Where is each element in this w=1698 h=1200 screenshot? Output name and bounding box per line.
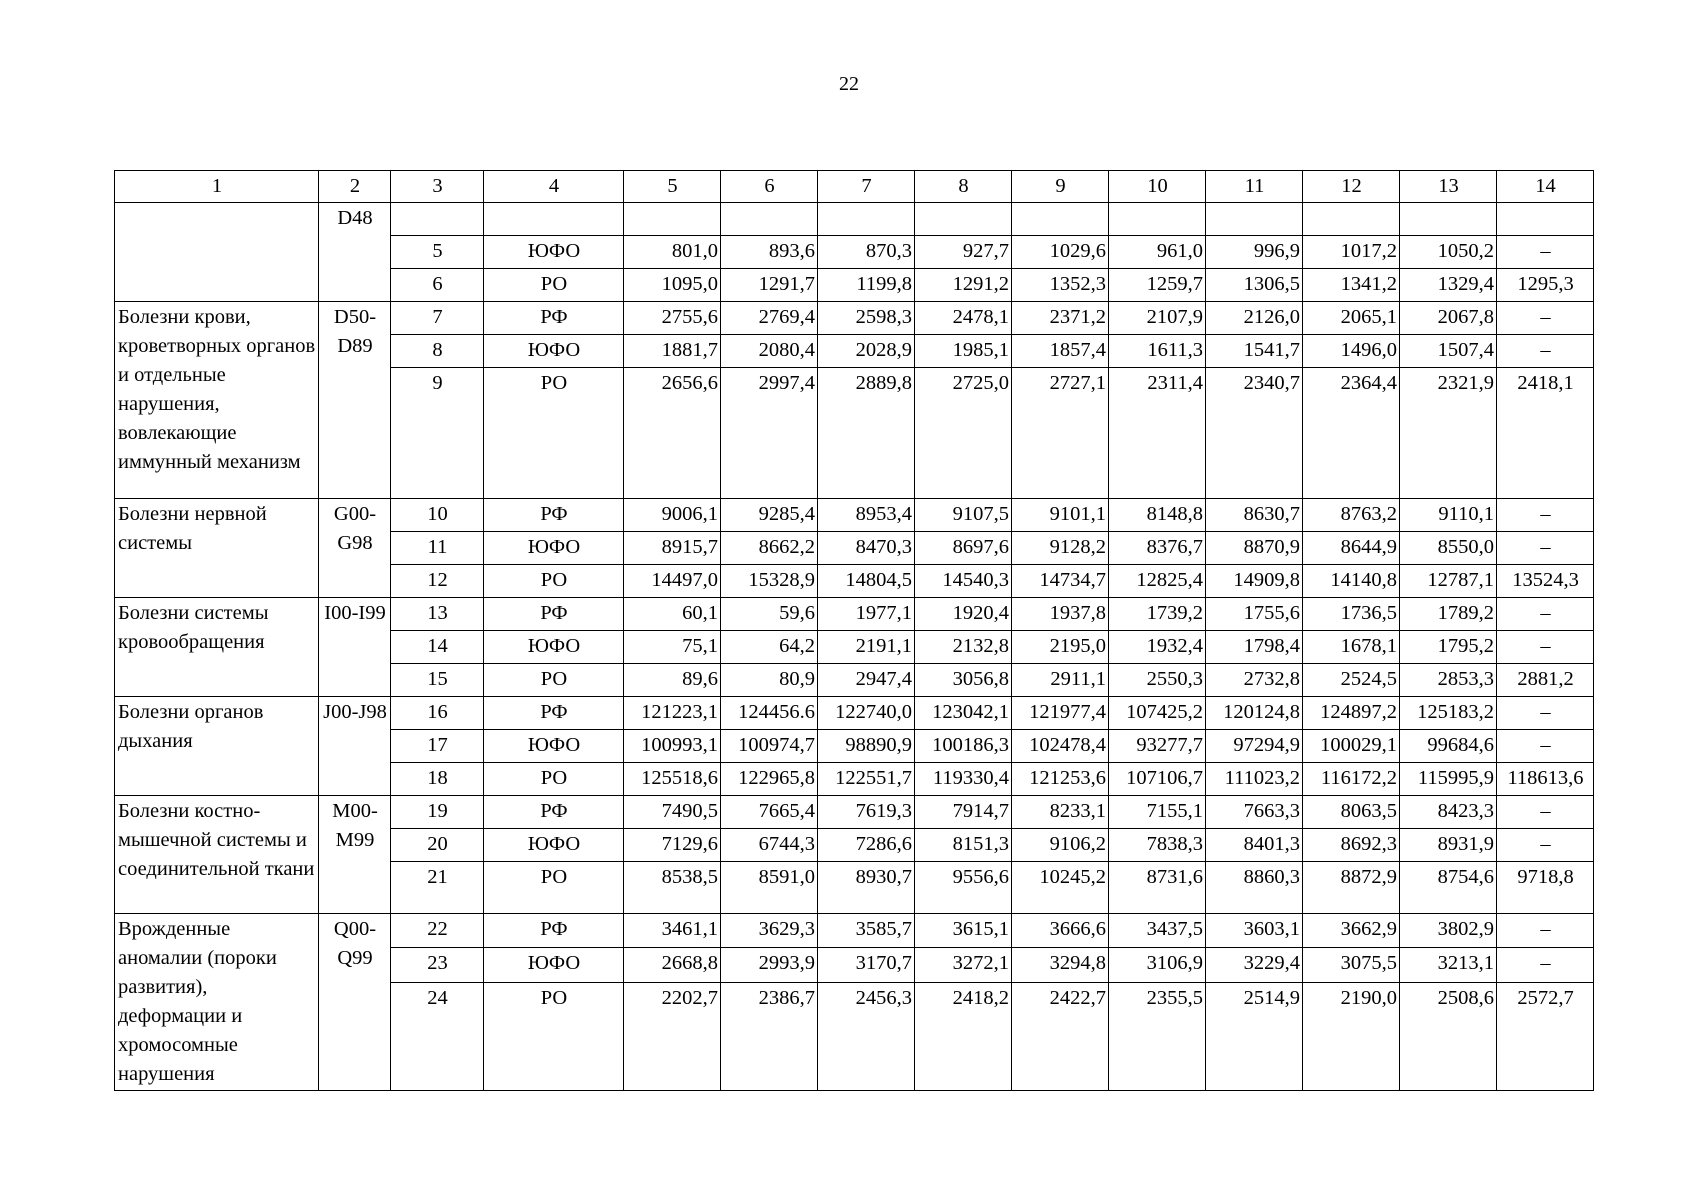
value-cell: 1977,1 [818,598,915,631]
region: РО [484,368,624,499]
region: ЮФО [484,236,624,269]
disease-group-name: Болезни крови, кроветворных органов и отдельные нарушения, вовлекающие иммунный механизм [115,302,319,499]
value-cell: 93277,7 [1109,730,1206,763]
row-number: 18 [391,763,484,796]
region: РФ [484,697,624,730]
disease-group-name: Болезни нервной системы [115,499,319,598]
disease-group-name: Болезни системы кровообращения [115,598,319,697]
value-cell: 2371,2 [1012,302,1109,335]
value-cell: 1291,2 [915,269,1012,302]
value-cell: 1541,7 [1206,335,1303,368]
value-cell: 1789,2 [1400,598,1497,631]
row-number: 22 [391,914,484,948]
value-cell: 893,6 [721,236,818,269]
value-cell: 2067,8 [1400,302,1497,335]
region: ЮФО [484,532,624,565]
value-cell: 3461,1 [624,914,721,948]
value-cell: 8662,2 [721,532,818,565]
value-cell: 12787,1 [1400,565,1497,598]
value-cell: 1029,6 [1012,236,1109,269]
value-cell: 8550,0 [1400,532,1497,565]
value-cell: 8915,7 [624,532,721,565]
disease-group-name: Врожденные аномалии (пороки развития), деформации и хромосомные нарушения [115,914,319,1091]
value-cell: 9285,4 [721,499,818,532]
value-cell: 8630,7 [1206,499,1303,532]
value-cell: 1507,4 [1400,335,1497,368]
value-cell: 111023,2 [1206,763,1303,796]
page-number: 22 [839,73,859,95]
value-cell: 13524,3 [1497,565,1594,598]
value-cell: 1985,1 [915,335,1012,368]
value-cell: 2340,7 [1206,368,1303,499]
value-cell: 2732,8 [1206,664,1303,697]
column-header: 2 [319,171,391,203]
row-number: 14 [391,631,484,664]
value-cell: 1795,2 [1400,631,1497,664]
table-row [115,697,1594,730]
row-number: 20 [391,829,484,862]
value-cell: 9106,2 [1012,829,1109,862]
value-cell: 801,0 [624,236,721,269]
row-number [391,203,484,236]
value-cell: 1739,2 [1109,598,1206,631]
value-cell: 123042,1 [915,697,1012,730]
value-cell: 6744,3 [721,829,818,862]
value-cell: 2126,0 [1206,302,1303,335]
value-cell: 8538,5 [624,862,721,914]
value-cell: 75,1 [624,631,721,664]
value-cell: 9006,1 [624,499,721,532]
value-cell: 8763,2 [1303,499,1400,532]
value-cell: 2911,1 [1012,664,1109,697]
value-cell: 8860,3 [1206,862,1303,914]
column-header: 9 [1012,171,1109,203]
value-cell: 8930,7 [818,862,915,914]
value-cell: 7286,6 [818,829,915,862]
value-cell: – [1497,796,1594,829]
value-cell: 2881,2 [1497,664,1594,697]
value-cell: 8754,6 [1400,862,1497,914]
value-cell: 125183,2 [1400,697,1497,730]
column-header: 3 [391,171,484,203]
value-cell: – [1497,598,1594,631]
value-cell: 2418,1 [1497,368,1594,499]
row-number: 15 [391,664,484,697]
value-cell: 8731,6 [1109,862,1206,914]
value-cell: 2769,4 [721,302,818,335]
value-cell: 2191,1 [818,631,915,664]
row-number: 19 [391,796,484,829]
row-number: 21 [391,862,484,914]
value-cell: 3603,1 [1206,914,1303,948]
column-header: 13 [1400,171,1497,203]
disease-group-name: Болезни органов дыхания [115,697,319,796]
row-number: 24 [391,982,484,1090]
value-cell: 1881,7 [624,335,721,368]
value-cell: 2656,6 [624,368,721,499]
value-cell: 1341,2 [1303,269,1400,302]
value-cell: 3437,5 [1109,914,1206,948]
value-cell: 98890,9 [818,730,915,763]
value-cell: 125518,6 [624,763,721,796]
region: ЮФО [484,335,624,368]
value-cell: 927,7 [915,236,1012,269]
value-cell: 1678,1 [1303,631,1400,664]
table-row [115,203,1594,236]
value-cell: 9107,5 [915,499,1012,532]
value-cell: 3056,8 [915,664,1012,697]
value-cell: – [1497,730,1594,763]
disease-group-name: Болезни костно-мышечной системы и соединительной ткани [115,796,319,914]
value-cell: 2107,9 [1109,302,1206,335]
value-cell: 3662,9 [1303,914,1400,948]
row-number: 6 [391,269,484,302]
table-row [115,302,1594,335]
value-cell: – [1497,697,1594,730]
value-cell: 2202,7 [624,982,721,1090]
value-cell: 3629,3 [721,914,818,948]
row-number: 16 [391,697,484,730]
value-cell: 996,9 [1206,236,1303,269]
value-cell: – [1497,532,1594,565]
icd-code: I00-I99 [319,598,391,697]
value-cell: 99684,6 [1400,730,1497,763]
value-cell: 121977,4 [1012,697,1109,730]
value-cell: 2997,4 [721,368,818,499]
value-cell: 1017,2 [1303,236,1400,269]
value-cell: 8063,5 [1303,796,1400,829]
value-cell: 2572,7 [1497,982,1594,1090]
value-cell: 3229,4 [1206,948,1303,982]
value-cell: 80,9 [721,664,818,697]
row-number: 10 [391,499,484,532]
value-cell: 100974,7 [721,730,818,763]
value-cell: 961,0 [1109,236,1206,269]
region: ЮФО [484,631,624,664]
value-cell: 8470,3 [818,532,915,565]
value-cell: 1611,3 [1109,335,1206,368]
value-cell: 14734,7 [1012,565,1109,598]
value-cell: 60,1 [624,598,721,631]
value-cell: 3615,1 [915,914,1012,948]
icd-code: G00-G98 [319,499,391,598]
value-cell: 2508,6 [1400,982,1497,1090]
value-cell [1303,203,1400,236]
column-header: 8 [915,171,1012,203]
region: РО [484,862,624,914]
value-cell: 107425,2 [1109,697,1206,730]
value-cell: – [1497,829,1594,862]
value-cell: 1306,5 [1206,269,1303,302]
value-cell: 100993,1 [624,730,721,763]
value-cell: 8148,8 [1109,499,1206,532]
region: РО [484,664,624,697]
value-cell: 119330,4 [915,763,1012,796]
value-cell: – [1497,302,1594,335]
value-cell: 14804,5 [818,565,915,598]
value-cell: 1329,4 [1400,269,1497,302]
value-cell: 124897,2 [1303,697,1400,730]
value-cell: 8591,0 [721,862,818,914]
region: РФ [484,302,624,335]
value-cell: 2311,4 [1109,368,1206,499]
value-cell: 1291,7 [721,269,818,302]
value-cell: 102478,4 [1012,730,1109,763]
value-cell: 8953,4 [818,499,915,532]
value-cell: – [1497,236,1594,269]
value-cell: 2889,8 [818,368,915,499]
value-cell: 8931,9 [1400,829,1497,862]
value-cell: 1095,0 [624,269,721,302]
value-cell: 7914,7 [915,796,1012,829]
value-cell: 14497,0 [624,565,721,598]
row-number: 11 [391,532,484,565]
value-cell: 9110,1 [1400,499,1497,532]
value-cell: 2550,3 [1109,664,1206,697]
column-header: 4 [484,171,624,203]
region: РФ [484,914,624,948]
value-cell: 7129,6 [624,829,721,862]
icd-code: M00-M99 [319,796,391,914]
value-cell: 2993,9 [721,948,818,982]
value-cell: 2418,2 [915,982,1012,1090]
statistics-table [114,170,1594,1091]
value-cell: 1199,8 [818,269,915,302]
value-cell: 89,6 [624,664,721,697]
column-header: 7 [818,171,915,203]
value-cell [1497,203,1594,236]
icd-code: Q00-Q99 [319,914,391,1091]
value-cell: 124456.6 [721,697,818,730]
value-cell: 2190,0 [1303,982,1400,1090]
value-cell: 1920,4 [915,598,1012,631]
value-cell: 9128,2 [1012,532,1109,565]
value-cell: 2132,8 [915,631,1012,664]
value-cell: 2422,7 [1012,982,1109,1090]
column-header: 14 [1497,171,1594,203]
region: РФ [484,598,624,631]
region: РО [484,269,624,302]
value-cell: 121223,1 [624,697,721,730]
value-cell [818,203,915,236]
value-cell: 100029,1 [1303,730,1400,763]
region: РО [484,982,624,1090]
value-cell: 870,3 [818,236,915,269]
table-header-row [115,171,1594,203]
region: ЮФО [484,829,624,862]
row-number: 13 [391,598,484,631]
value-cell: 7838,3 [1109,829,1206,862]
value-cell: 7619,3 [818,796,915,829]
value-cell: 15328,9 [721,565,818,598]
value-cell: 3106,9 [1109,948,1206,982]
row-number: 9 [391,368,484,499]
value-cell [1012,203,1109,236]
value-cell: 2514,9 [1206,982,1303,1090]
value-cell: 8151,3 [915,829,1012,862]
value-cell: 107106,7 [1109,763,1206,796]
value-cell [1109,203,1206,236]
value-cell: 3170,7 [818,948,915,982]
value-cell: 8376,7 [1109,532,1206,565]
value-cell: 1932,4 [1109,631,1206,664]
column-header: 6 [721,171,818,203]
value-cell: 7665,4 [721,796,818,829]
icd-code: J00-J98 [319,697,391,796]
value-cell: 3213,1 [1400,948,1497,982]
value-cell: 97294,9 [1206,730,1303,763]
value-cell: 2065,1 [1303,302,1400,335]
region: ЮФО [484,948,624,982]
region: РФ [484,499,624,532]
value-cell: 2321,9 [1400,368,1497,499]
table-row [115,796,1594,829]
value-cell: 8872,9 [1303,862,1400,914]
value-cell: 1798,4 [1206,631,1303,664]
value-cell: 7490,5 [624,796,721,829]
value-cell: 7155,1 [1109,796,1206,829]
value-cell: – [1497,499,1594,532]
value-cell: 9718,8 [1497,862,1594,914]
value-cell: 2727,1 [1012,368,1109,499]
value-cell: 8423,3 [1400,796,1497,829]
value-cell: 3666,6 [1012,914,1109,948]
disease-group-name [115,203,319,302]
value-cell: 3294,8 [1012,948,1109,982]
value-cell: 1736,5 [1303,598,1400,631]
value-cell: 2478,1 [915,302,1012,335]
value-cell: 10245,2 [1012,862,1109,914]
column-header: 1 [115,171,319,203]
value-cell: 14540,3 [915,565,1012,598]
column-header: 5 [624,171,721,203]
value-cell: 2456,3 [818,982,915,1090]
value-cell: – [1497,948,1594,982]
value-cell: 8644,9 [1303,532,1400,565]
value-cell: 8401,3 [1206,829,1303,862]
value-cell [1206,203,1303,236]
value-cell: 100186,3 [915,730,1012,763]
value-cell: 1496,0 [1303,335,1400,368]
value-cell: 8233,1 [1012,796,1109,829]
value-cell: 122551,7 [818,763,915,796]
value-cell: 1755,6 [1206,598,1303,631]
region: РО [484,763,624,796]
region: РФ [484,796,624,829]
value-cell [624,203,721,236]
column-header: 12 [1303,171,1400,203]
row-number: 7 [391,302,484,335]
value-cell: 2355,5 [1109,982,1206,1090]
value-cell: 3802,9 [1400,914,1497,948]
value-cell: 118613,6 [1497,763,1594,796]
value-cell: 2725,0 [915,368,1012,499]
table-row [115,914,1594,948]
value-cell: 1937,8 [1012,598,1109,631]
value-cell: 122740,0 [818,697,915,730]
table-row [115,499,1594,532]
value-cell: 59,6 [721,598,818,631]
value-cell: 1352,3 [1012,269,1109,302]
region [484,203,624,236]
region: ЮФО [484,730,624,763]
value-cell: – [1497,335,1594,368]
value-cell: 2195,0 [1012,631,1109,664]
value-cell: 2598,3 [818,302,915,335]
value-cell: 12825,4 [1109,565,1206,598]
value-cell: 1295,3 [1497,269,1594,302]
value-cell [915,203,1012,236]
value-cell: 8692,3 [1303,829,1400,862]
value-cell: 115995,9 [1400,763,1497,796]
row-number: 23 [391,948,484,982]
value-cell: 2386,7 [721,982,818,1090]
value-cell: 1259,7 [1109,269,1206,302]
value-cell: 9101,1 [1012,499,1109,532]
region: РО [484,565,624,598]
value-cell: 2947,4 [818,664,915,697]
value-cell: 8870,9 [1206,532,1303,565]
value-cell [721,203,818,236]
value-cell: 8697,6 [915,532,1012,565]
value-cell: 2755,6 [624,302,721,335]
value-cell: 14140,8 [1303,565,1400,598]
icd-code: D50-D89 [319,302,391,499]
row-number: 8 [391,335,484,368]
value-cell: – [1497,631,1594,664]
value-cell: 7663,3 [1206,796,1303,829]
value-cell: 116172,2 [1303,763,1400,796]
table-row [115,598,1594,631]
value-cell [1400,203,1497,236]
value-cell: 121253,6 [1012,763,1109,796]
icd-code: D48 [319,203,391,302]
value-cell: 120124,8 [1206,697,1303,730]
row-number: 5 [391,236,484,269]
value-cell: 1857,4 [1012,335,1109,368]
value-cell: 2524,5 [1303,664,1400,697]
value-cell: – [1497,914,1594,948]
value-cell: 2668,8 [624,948,721,982]
value-cell: 9556,6 [915,862,1012,914]
row-number: 12 [391,565,484,598]
column-header: 10 [1109,171,1206,203]
column-header: 11 [1206,171,1303,203]
value-cell: 122965,8 [721,763,818,796]
value-cell: 1050,2 [1400,236,1497,269]
value-cell: 3585,7 [818,914,915,948]
value-cell: 2028,9 [818,335,915,368]
value-cell: 14909,8 [1206,565,1303,598]
value-cell: 2364,4 [1303,368,1400,499]
value-cell: 3272,1 [915,948,1012,982]
value-cell: 2853,3 [1400,664,1497,697]
value-cell: 2080,4 [721,335,818,368]
row-number: 17 [391,730,484,763]
value-cell: 3075,5 [1303,948,1400,982]
value-cell: 64,2 [721,631,818,664]
